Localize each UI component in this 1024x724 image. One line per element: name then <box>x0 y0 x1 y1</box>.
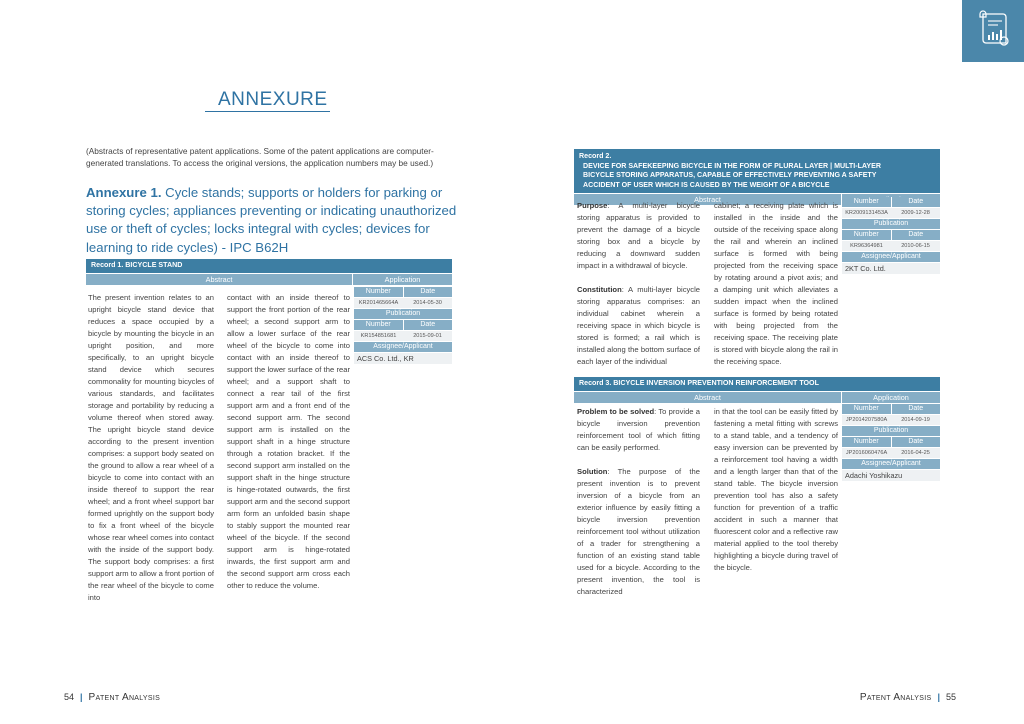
assignee-header: Assignee/Applicant <box>842 252 940 262</box>
assignee-header: Assignee/Applicant <box>354 342 452 352</box>
page-heading: ANNEXURE <box>218 89 328 110</box>
record-1-abstract-col2: contact with an inside thereof to support the front portion of the rear wheel; a second support arm to allow a lower surface of the rear wheel of the bicycle to come into contact with an inside thereof to support the lower surface of the rear wheel; and a support shaft to connect a rear tail of the first support arm and a front end of the second support arm. The second support arm is installed on the support shaft in a hinge structure through a rotation bracket. If the second support arm installed on the support shaft in the hinge structure is hinge-rotated outwards, the first support arm and the second support arm form an unfolded basin shape to stably support the mounted rear wheel of the bicycle. If the second support arm is hinge-rotated inwards, the first support arm and the second support arm cross each other to reduce the volume. <box>227 293 350 590</box>
abstract-label: Abstract <box>574 194 841 205</box>
publication-header: Publication <box>842 219 940 229</box>
intro-text: (Abstracts of representative patent applications. Some of the patent applications are computer-generated translations. To access the original versions, the application numbers may be used.) <box>86 146 434 168</box>
record-3-abstract-col1: Problem to be solved: To provide a bicycle inversion prevention reinforcement tool of which fitting can be easily performed. Solution: The purpose of the present invention is to prevent inversion of a bicycle from an exterior influence by easily fitting a bicycle inversion prevention reinforcement tool without utilization of a trader for strengthening a function of an existing stand table used for a bicycle. According to the present invention, the tool is characterized <box>577 407 700 596</box>
application-values: KR2009131453A 2009-12-28 <box>842 208 940 218</box>
assignee-value: ACS Co. Ltd., KR <box>354 353 452 364</box>
publication-header: Publication <box>842 426 940 436</box>
number-date-header: Number Date <box>842 230 940 240</box>
publication-values: JP2016060476A 2016-04-25 <box>842 448 940 458</box>
page-number-left: 54 <box>64 692 75 702</box>
annexure-title-text: Cycle stands; supports or holders for parking or storing cycles; appliances preventing or indicating unauthorized use or theft of cycles; locks integral with cycles; devices for learning to ride cycles) - IPC B62H <box>86 185 457 255</box>
abstract-label: Abstract <box>574 392 841 403</box>
document-chart-icon <box>976 10 1012 50</box>
application-values: KR201465664A 2014-05-30 <box>354 298 452 308</box>
record-3-header: Record 3. BICYCLE INVERSION PREVENTION REINFORCEMENT TOOL <box>574 377 940 391</box>
number-date-header: Number Date <box>842 197 940 207</box>
publication-values: KR96364981 2010-06-15 <box>842 241 940 251</box>
number-date-header: Number Date <box>354 320 452 330</box>
record-2-application-panel <box>842 197 940 274</box>
application-label: Application <box>842 392 940 403</box>
record-2-abstract-col2: cabinet; a receiving plate which is installed in the inside and the outside of the receiving space along the rail and wherein an inclined surface is formed with being projected from the receiving space by rotating around a pivot axis; and a damping unit which alleviates a sudden impact when the inclined surface is formed by being rotated with being projected from the receiving space. The receiving plate is stored with bicycle along the rail in the receiving space. <box>714 201 838 366</box>
record-3 <box>574 377 940 403</box>
record-2-header: Record 2. DEVICE FOR SAFEKEEPING BICYCLE IN THE FORM OF PLURAL LAYER | MULTI-LAYER BICYCLE STORING APPARATUS, CAPABLE OF EFFECTIVELY PREVENTING A SAFETY ACCIDENT OF USER WHICH IS CAUSED BY THE WEIGHT OF A BICYCLE <box>574 149 940 193</box>
number-date-header: Number Date <box>354 287 452 297</box>
footer-title-right: Patent Analysis <box>859 692 932 703</box>
record-1-subheader <box>86 274 452 285</box>
assignee-value: 2KT Co. Ltd. <box>842 263 940 274</box>
record-1-application-panel <box>354 287 452 364</box>
annexure-title <box>86 184 458 257</box>
assignee-value: Adachi Yoshikazu <box>842 470 940 481</box>
record-1-abstract-col1: The present invention relates to an upright bicycle stand device that reduces a space occupied by a bicycle by mounting the bicycle in an upright position, and more specifically, to an upright bicycle stand device which secures commonality for mounting bicycles of various standards, and facilitates storage and portability by reducing a volume thereof when stored away. The upright bicycle stand device according to the present invention comprises: a support body seated on the ground to allow a rear wheel of a bicycle to come into contact with an inside thereof to support the rear wheel; and a front wheel support bar formed uprightly on the support body to fix a front wheel of the bicycle whose rear wheel comes into contact with the inside of the support body. The support body comprises: a first support arm to allow a front portion of the rear wheel of the bicycle to come into <box>88 293 214 602</box>
footer-title-left: Patent Analysis <box>88 692 161 703</box>
page-number-right: 55 <box>945 692 956 702</box>
number-date-header: Number Date <box>842 437 940 447</box>
record-2-abstract-col1: Purpose: A multi-layer bicycle storing apparatus is provided to prevent the damage of a bicycle storing box and a bicycle by reducing a downward sudden impact in a withdrawal of bicycle. Constitution: A multi-layer bicycle storing apparatus comprises: an individual cabinet wherein a receiving space in which bicycle is stored is formed; a rail which is installed along the bottom surface of each layer of the individual <box>577 201 700 366</box>
heading-underline <box>205 111 330 112</box>
application-label: Application <box>353 274 452 285</box>
assignee-header: Assignee/Applicant <box>842 459 940 469</box>
record-3-application-panel <box>842 404 940 481</box>
corner-tab <box>962 0 1024 62</box>
abstract-label: Abstract <box>86 274 352 285</box>
footer-left <box>64 692 160 703</box>
record-3-abstract-col2: in that the tool can be easily fitted by fastening a metal fitting with screws to a stand table, and a tendency of easy inversion can be prevented by a reinforcement tool having a width and a length larger than that of the stand table. The bicycle inversion prevention tool has also a safety function for prevention of a traffic accident in such a manner that fluorescent color and a reflective raw material applied to the tool thereby highlighting a bicycle during travel of the bicycle. <box>714 407 838 572</box>
publication-header: Publication <box>354 309 452 319</box>
publication-values: KR154851681 2015-09-01 <box>354 331 452 341</box>
record-3-subheader <box>574 392 940 403</box>
footer-separator: | <box>937 692 940 702</box>
record-1-header: Record 1. BICYCLE STAND <box>86 259 452 273</box>
application-values: JP2014207580A 2014-09-19 <box>842 415 940 425</box>
number-date-header: Number Date <box>842 404 940 414</box>
footer-right <box>860 692 956 703</box>
annexure-label: Annexure 1. <box>86 185 162 200</box>
record-1 <box>86 259 452 285</box>
footer-separator: | <box>80 692 83 702</box>
